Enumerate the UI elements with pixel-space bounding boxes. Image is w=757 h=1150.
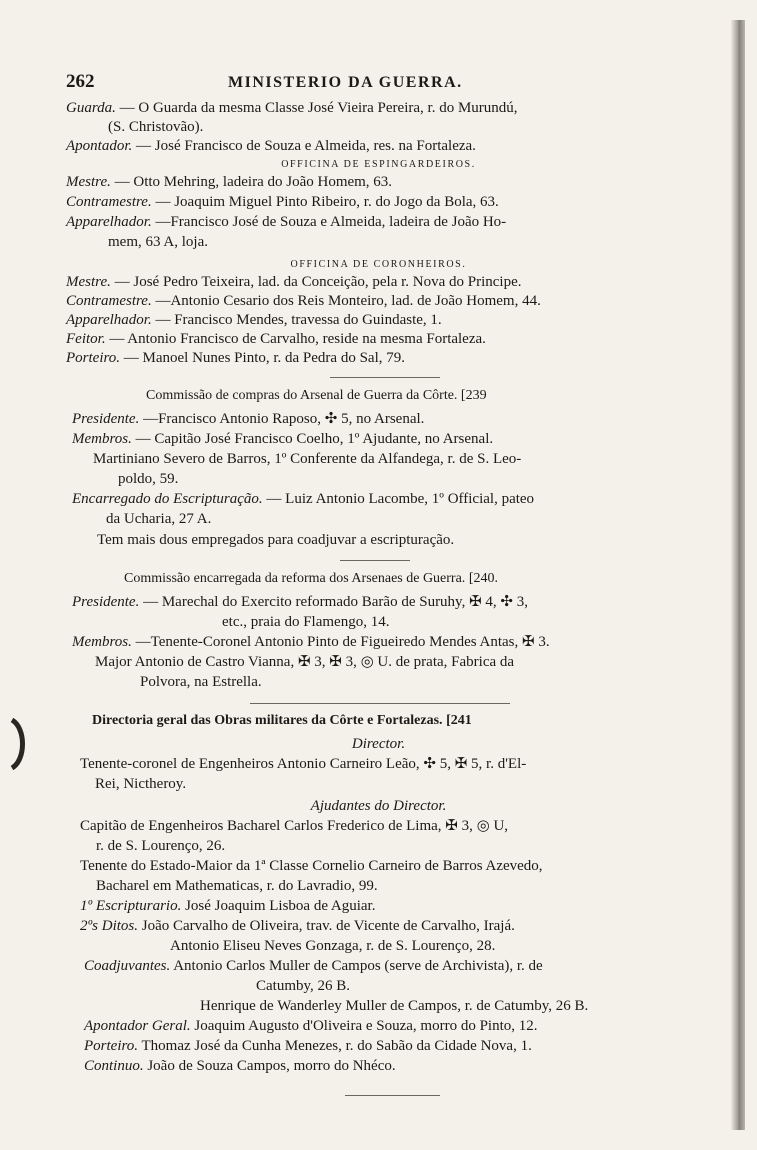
entry-line xyxy=(72,633,550,651)
entry-continuation: Catumby, 26 B. xyxy=(256,978,351,994)
entry-text: —Tenente-Coronel Antonio Pinto de Figueiredo Mendes Antas, ✠ 3. xyxy=(135,634,550,650)
entry-text: — Antonio Francisco de Carvalho, reside na mesma Fortaleza. xyxy=(109,331,486,347)
entry-line xyxy=(72,410,424,428)
entry-line xyxy=(66,193,499,211)
page-spine-shadow xyxy=(731,20,745,1130)
section-number: [241 xyxy=(446,713,472,728)
divider-rule xyxy=(330,377,440,378)
section-number: [239 xyxy=(460,388,487,403)
entry-continuation: da Ucharia, 27 A. xyxy=(106,511,212,527)
entry-text: — José Francisco de Souza e Almeida, res. na Fortaleza. xyxy=(136,138,476,154)
entry-continuation: Henrique de Wanderley Muller de Campos, r. de Catumby, 26 B. xyxy=(200,998,589,1014)
entry-text: — Luiz Antonio Lacombe, 1º Official, pateo xyxy=(266,491,535,507)
entry-text: Antonio Carlos Muller de Campos (serve de Archivista), r. de xyxy=(173,958,543,974)
entry-line: Tenente do Estado-Maior da 1ª Classe Cornelio Carneiro de Barros Azevedo, xyxy=(80,858,543,874)
entry-text: Thomaz José da Cunha Menezes, r. do Sabão da Cidade Nova, 1. xyxy=(141,1038,532,1054)
entry-line xyxy=(80,917,515,935)
entry-continuation: Polvora, na Estrella. xyxy=(140,674,262,690)
entry-text: —Antonio Cesario dos Reis Monteiro, lad. de João Homem, 44. xyxy=(155,293,541,309)
entry-text: — Joaquim Miguel Pinto Ribeiro, r. do Jogo da Bola, 63. xyxy=(155,194,499,210)
section-title: Directoria geral das Obras militares da Côrte e Fortalezas. xyxy=(92,713,443,728)
entry-text: João Carvalho de Oliveira, trav. de Vicente de Carvalho, Irajá. xyxy=(141,918,515,934)
entry-text: — Marechal do Exercito reformado Barão de Suruhy, ✠ 4, ✣ 3, xyxy=(143,594,528,610)
section-number: [240. xyxy=(468,571,498,586)
entry-line xyxy=(66,213,506,231)
running-title: MINISTERIO DA GUERRA. xyxy=(228,74,463,91)
entry-role: Coadjuvantes. xyxy=(84,958,171,974)
entry-continuation: Rei, Nictheroy. xyxy=(95,776,187,792)
entry-text: — Otto Mehring, ladeira do João Homem, 63. xyxy=(114,174,393,190)
entry-line xyxy=(84,1017,538,1035)
entry-text: José Joaquim Lisboa de Aguiar. xyxy=(185,898,376,914)
entry-line xyxy=(66,173,392,191)
entry-continuation: (S. Christovão). xyxy=(108,119,204,135)
divider-rule xyxy=(250,703,510,704)
entry-role: Presidente. xyxy=(72,411,140,427)
entry-role: Mestre. xyxy=(66,174,111,190)
entry-line: Capitão de Engenheiros Bacharel Carlos Frederico de Lima, ✠ 3, ◎ U, xyxy=(80,818,509,834)
entry-role: Apparelhador. xyxy=(66,312,152,328)
subsection-heading: OFFICINA DE CORONHEIROS. xyxy=(290,259,467,270)
entry-role: Mestre. xyxy=(66,274,111,290)
entry-text: João de Souza Campos, morro do Nhéco. xyxy=(147,1058,396,1074)
entry-line xyxy=(66,330,486,348)
entry-text: —Francisco Antonio Raposo, ✣ 5, no Arsenal. xyxy=(143,411,425,427)
section-heading xyxy=(124,570,498,588)
entry-role: Porteiro. xyxy=(66,350,121,366)
entry-line xyxy=(66,273,522,291)
entry-role: Presidente. xyxy=(72,594,140,610)
entry-role: Membros. xyxy=(72,634,132,650)
entry-role: Feitor. xyxy=(66,331,106,347)
entry-role: Encarregado do Escripturação. xyxy=(72,491,263,507)
section-heading xyxy=(146,387,487,405)
entry-role: Contramestre. xyxy=(66,293,152,309)
entry-role: Apontador Geral. xyxy=(84,1018,191,1034)
page-number: 262 xyxy=(66,71,95,92)
entry-continuation: mem, 63 A, loja. xyxy=(108,234,208,250)
entry-text: — Capitão José Francisco Coelho, 1º Ajudante, no Arsenal. xyxy=(135,431,494,447)
section-title: Commissão de compras do Arsenal de Guerra da Côrte. xyxy=(146,388,458,403)
divider-rule xyxy=(345,1095,440,1096)
entry-role: 1º Escripturario. xyxy=(80,898,182,914)
entry-role: Guarda. xyxy=(66,100,116,116)
entry-role: Continuo. xyxy=(84,1058,144,1074)
subsection-heading: OFFICINA DE ESPINGARDEIROS. xyxy=(281,159,476,170)
entry-line xyxy=(66,99,518,117)
subsection-title: Ajudantes do Director. xyxy=(310,798,447,814)
entry-text: — O Guarda da mesma Classe José Vieira Pereira, r. do Murundú, xyxy=(119,100,518,116)
entry-text: — Francisco Mendes, travessa do Guindaste, 1. xyxy=(155,312,442,328)
entry-text: —Francisco José de Souza e Almeida, ladeira de João Ho- xyxy=(155,214,507,230)
entry-line xyxy=(72,593,528,611)
entry-continuation: Antonio Eliseu Neves Gonzaga, r. de S. Lourenço, 28. xyxy=(170,938,496,954)
entry-line xyxy=(72,490,534,508)
entry-role: 2ºs Ditos. xyxy=(80,918,138,934)
entry-line xyxy=(66,137,476,155)
entry-line xyxy=(84,957,543,975)
section-title: Commissão encarregada da reforma dos Arsenaes de Guerra. xyxy=(124,571,466,586)
entry-text: — Manoel Nunes Pinto, r. da Pedra do Sal, 79. xyxy=(123,350,406,366)
entry-line xyxy=(84,1037,532,1055)
entry-continuation: Major Antonio de Castro Vianna, ✠ 3, ✠ 3, ◎ U. de prata, Fabrica da xyxy=(95,654,515,670)
entry-role: Membros. xyxy=(72,431,132,447)
entry-continuation: Bacharel em Mathematicas, r. do Lavradio, 99. xyxy=(96,878,378,894)
entry-continuation: r. de S. Lourenço, 26. xyxy=(96,838,226,854)
entry-role: Apontador. xyxy=(66,138,133,154)
entry-line xyxy=(80,897,375,915)
entry-continuation: poldo, 59. xyxy=(118,471,179,487)
entry-line xyxy=(72,430,493,448)
section-heading xyxy=(92,712,472,730)
entry-text: Joaquim Augusto d'Oliveira e Souza, morro do Pinto, 12. xyxy=(194,1018,538,1034)
entry-line xyxy=(66,292,541,310)
divider-rule xyxy=(340,560,410,561)
entry-text: — José Pedro Teixeira, lad. da Conceição, pela r. Nova do Principe. xyxy=(114,274,522,290)
subsection-title: Director. xyxy=(351,736,406,752)
entry-line xyxy=(84,1057,396,1075)
entry-line xyxy=(66,349,405,367)
entry-line xyxy=(66,311,442,329)
entry-note: Tem mais dous empregados para coadjuvar a escripturação. xyxy=(97,532,455,548)
entry-continuation: etc., praia do Flamengo, 14. xyxy=(222,614,390,630)
entry-line: Tenente-coronel de Engenheiros Antonio Carneiro Leão, ✣ 5, ✠ 5, r. d'El- xyxy=(80,756,527,772)
entry-role: Porteiro. xyxy=(84,1038,139,1054)
entry-role: Apparelhador. xyxy=(66,214,152,230)
entry-role: Contramestre. xyxy=(66,194,152,210)
entry-continuation: Martiniano Severo de Barros, 1º Conferente da Alfandega, r. de S. Leo- xyxy=(93,451,522,467)
